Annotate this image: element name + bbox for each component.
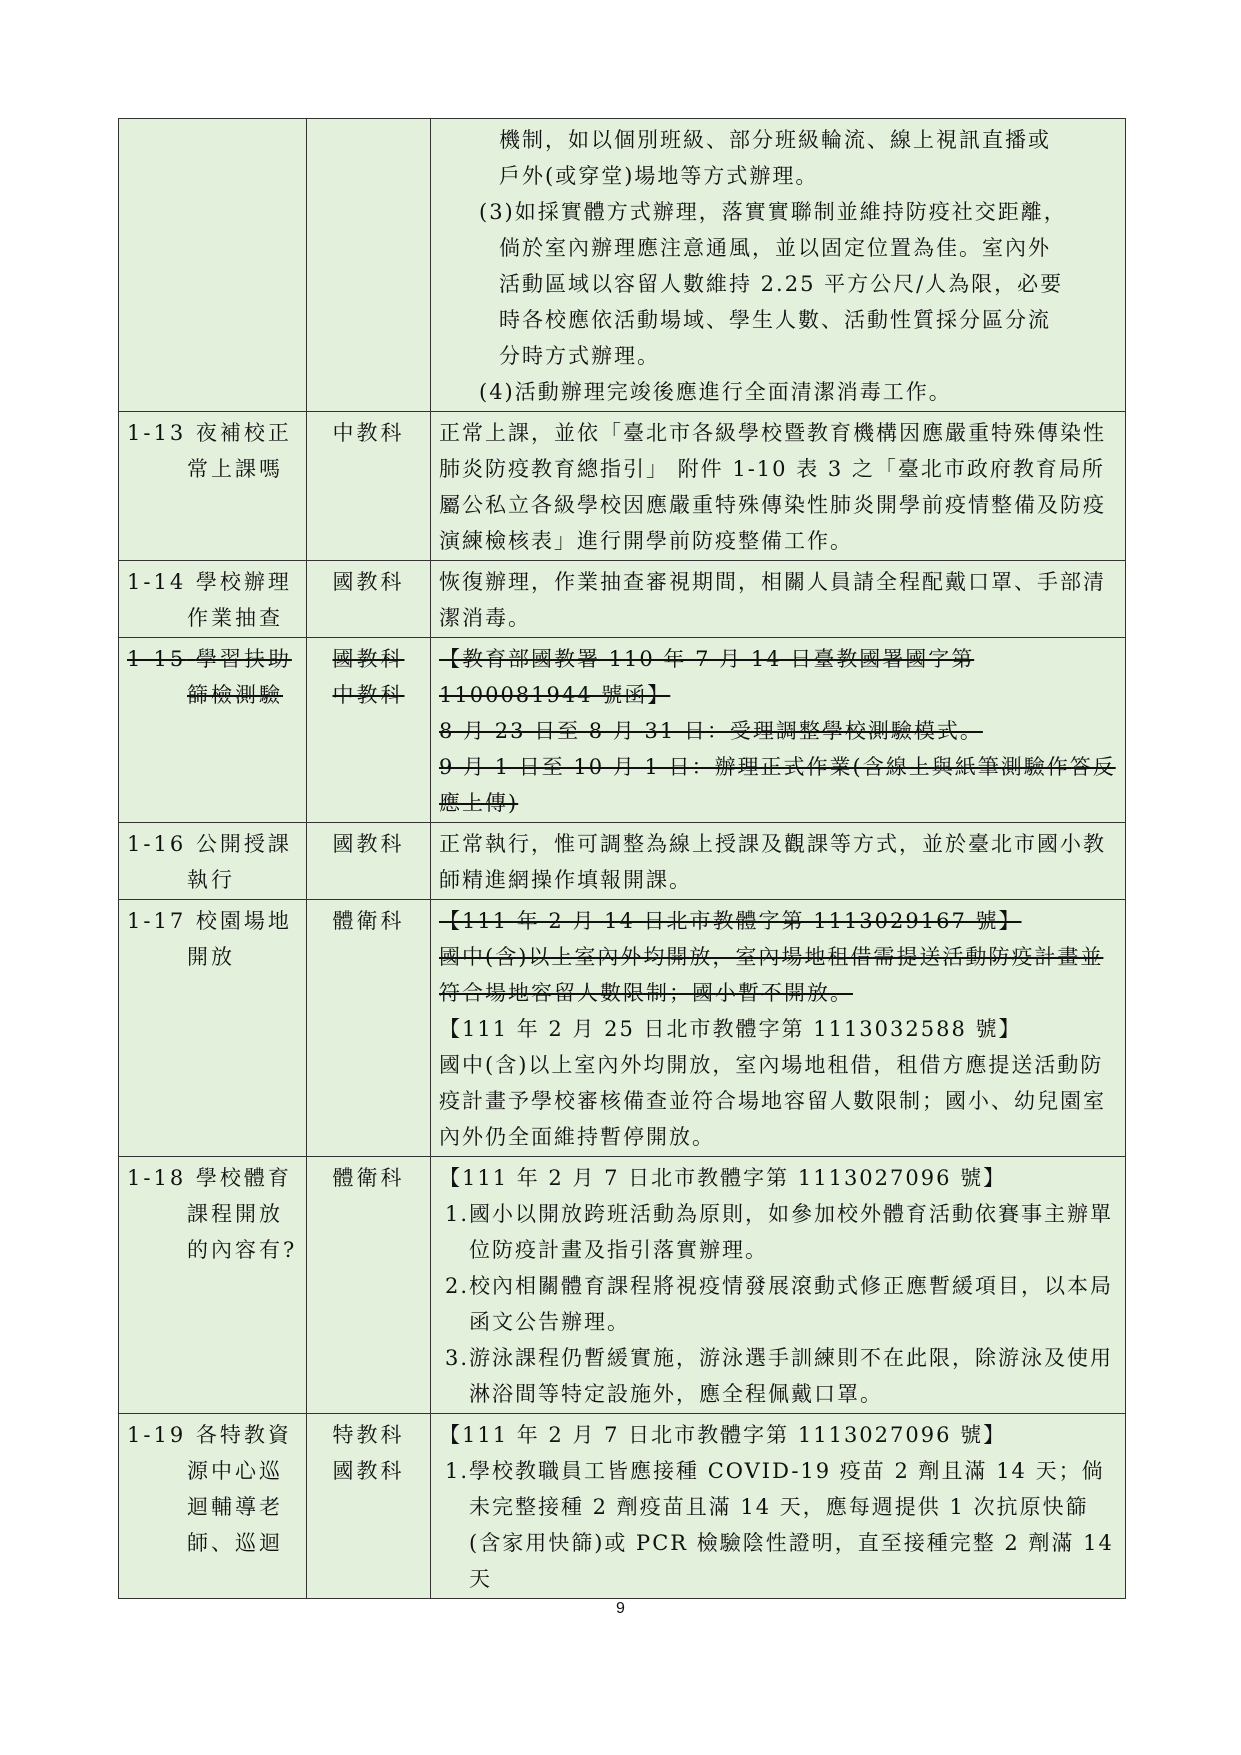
content-text: 【111 年 2 月 25 日北市教體字第 1113032588 號】: [439, 1017, 1022, 1041]
topic-title-line: 開放: [187, 945, 235, 969]
content-line: 倘於室內辦理應注意通風，並以固定位置為佳。室內外: [499, 236, 1051, 260]
content-cell: [431, 1157, 1126, 1414]
faq-table: [118, 118, 1126, 1599]
topic-title-line: 課程開放: [187, 1202, 283, 1226]
list-item: 3.游泳課程仍暫緩實施，游泳選手訓練則不在此限，除游泳及使用淋浴間等特定設施外，應全程佩戴口罩。: [445, 1346, 1114, 1406]
topic-cell: [119, 638, 307, 823]
content-line: (4)活動辦理完竣後應進行全面清潔消毒工作。: [479, 380, 952, 404]
dept-label: 體衛科: [332, 1166, 405, 1190]
dept-cell: [307, 561, 431, 638]
struck-text: 9 月 1 日至 10 月 1 日：辦理正式作業(含線上與紙筆測驗作答反應上傳): [439, 755, 1116, 815]
topic-title-line: 執行: [187, 868, 235, 892]
dept-cell: [307, 900, 431, 1157]
topic-title: 1-14 學校辦理: [127, 570, 292, 594]
content-text: 正常執行，惟可調整為線上授課及觀課等方式，並於臺北市國小教師精進網操作填報開課。: [439, 832, 1106, 892]
dept-label: 特教科: [332, 1423, 405, 1447]
struck-text: 國中(含)以上室內外均開放，室內場地租借需提送活動防疫計畫並符合場地容留人數限制；國小暫不開放。: [439, 945, 1104, 1005]
topic-title: 1-15 學習扶助: [127, 647, 292, 671]
list-item: 2.校內相關體育課程將視疫情發展滾動式修正應暫緩項目，以本局函文公告辦理。: [445, 1274, 1114, 1334]
content-line: (3)如採實體方式辦理，落實實聯制並維持防疫社交距離，: [479, 200, 1067, 224]
dept-cell: [307, 1157, 431, 1414]
content-cell: [431, 823, 1126, 900]
topic-cell: [119, 900, 307, 1157]
topic-cell: [119, 119, 307, 412]
topic-cell: [119, 1414, 307, 1599]
dept-label: 中教科: [332, 683, 405, 707]
topic-title-line: 的內容有?: [187, 1238, 298, 1262]
content-header: 【111 年 2 月 7 日北市教體字第 1113027096 號】: [439, 1166, 1007, 1190]
dept-label: 中教科: [332, 421, 405, 445]
topic-title-line: 作業抽查: [187, 606, 283, 630]
topic-cell: [119, 561, 307, 638]
dept-label: 國教科: [332, 832, 405, 856]
dept-cell: [307, 412, 431, 561]
topic-id: 1-19: [127, 1423, 187, 1447]
table-row: [119, 1157, 1126, 1414]
topic-id: 1-14: [127, 570, 187, 594]
content-line: 機制，如以個別班級、部分班級輪流、線上視訊直播或: [499, 128, 1051, 152]
struck-text: 【111 年 2 月 14 日北市教體字第 1113029167 號】: [439, 909, 1022, 933]
topic-title: 1-16 公開授課: [127, 832, 292, 856]
list-item: 1.學校教職員工皆應接種 COVID-19 疫苗 2 劑且滿 14 天；倘未完整接種 2 劑疫苗且滿 14 天，應每週提供 1 次抗原快篩(含家用快篩)或 PCR 檢驗陰性證明，直至接種完整 2 劑滿 14 天: [445, 1459, 1114, 1591]
content-line: 分時方式辦理。: [499, 344, 660, 368]
topic-id: 1-18: [127, 1166, 187, 1190]
table-row: [119, 1414, 1126, 1599]
topic-cell: [119, 823, 307, 900]
dept-cell: [307, 119, 431, 412]
table-row: [119, 119, 1126, 412]
content-cell: [431, 1414, 1126, 1599]
struck-text: 8 月 23 日至 8 月 31 日：受理調整學校測驗模式。: [439, 719, 983, 743]
content-text: 恢復辦理，作業抽查審視期間，相關人員請全程配戴口罩、手部清潔消毒。: [439, 570, 1106, 630]
topic-title: 1-17 校園場地: [127, 909, 292, 933]
content-cell: [431, 119, 1126, 412]
content-cell: [431, 900, 1126, 1157]
topic-id: 1-16: [127, 832, 187, 856]
content-line: 時各校應依活動場域、學生人數、活動性質採分區分流: [499, 308, 1051, 332]
table-row: [119, 561, 1126, 638]
content-cell: [431, 561, 1126, 638]
topic-title-line: 迴輔導老: [187, 1495, 283, 1519]
topic-title: 1-18 學校體育: [127, 1166, 292, 1190]
dept-cell: [307, 638, 431, 823]
content-cell: [431, 638, 1126, 823]
content-cell: [431, 412, 1126, 561]
content-line: 戶外(或穿堂)場地等方式辦理。: [499, 164, 819, 188]
topic-id: 1-15: [127, 647, 187, 671]
content-line: 活動區域以容留人數維持 2.25 平方公尺/人為限，必要: [499, 272, 1064, 296]
topic-title: 1-19 各特教資: [127, 1423, 292, 1447]
table-row: [119, 900, 1126, 1157]
dept-label: 體衛科: [332, 909, 405, 933]
content-header: 【111 年 2 月 7 日北市教體字第 1113027096 號】: [439, 1423, 1007, 1447]
topic-cell: [119, 1157, 307, 1414]
topic-title-line: 師、巡迴: [187, 1531, 283, 1555]
dept-cell: [307, 823, 431, 900]
topic-cell: [119, 412, 307, 561]
dept-label: 國教科: [332, 647, 405, 671]
topic-title: 1-13 夜補校正: [127, 421, 292, 445]
table-row: [119, 412, 1126, 561]
topic-id: 1-17: [127, 909, 187, 933]
dept-cell: [307, 1414, 431, 1599]
list-item: 1.國小以開放跨班活動為原則，如參加校外體育活動依賽事主辦單位防疫計畫及指引落實辦理。: [445, 1202, 1114, 1262]
topic-title-line: 源中心巡: [187, 1459, 283, 1483]
dept-label: 國教科: [332, 570, 405, 594]
content-text: 正常上課，並依「臺北市各級學校暨教育機構因應嚴重特殊傳染性肺炎防疫教育總指引」 附件 1-10 表 3 之「臺北市政府教育局所屬公私立各級學校因應嚴重特殊傳染性肺炎開學前疫情整備及防疫演練檢核表」進行開學前防疫整備工作。: [439, 421, 1106, 553]
topic-title-line: 篩檢測驗: [187, 683, 283, 707]
struck-text: 【教育部國教署 110 年 7 月 14 日臺教國署國字第 1100081944 號函】: [439, 647, 975, 707]
dept-label: 國教科: [332, 1459, 405, 1483]
topic-id: 1-13: [127, 421, 187, 445]
content-text: 國中(含)以上室內外均開放，室內場地租借，租借方應提送活動防疫計畫予學校審核備查並符合場地容留人數限制；國小、幼兒園室內外仍全面維持暫停開放。: [439, 1053, 1106, 1149]
page-number: 9: [616, 1600, 625, 1617]
table-row: [119, 638, 1126, 823]
table-row: [119, 823, 1126, 900]
topic-title-line: 常上課嗎: [187, 457, 283, 481]
